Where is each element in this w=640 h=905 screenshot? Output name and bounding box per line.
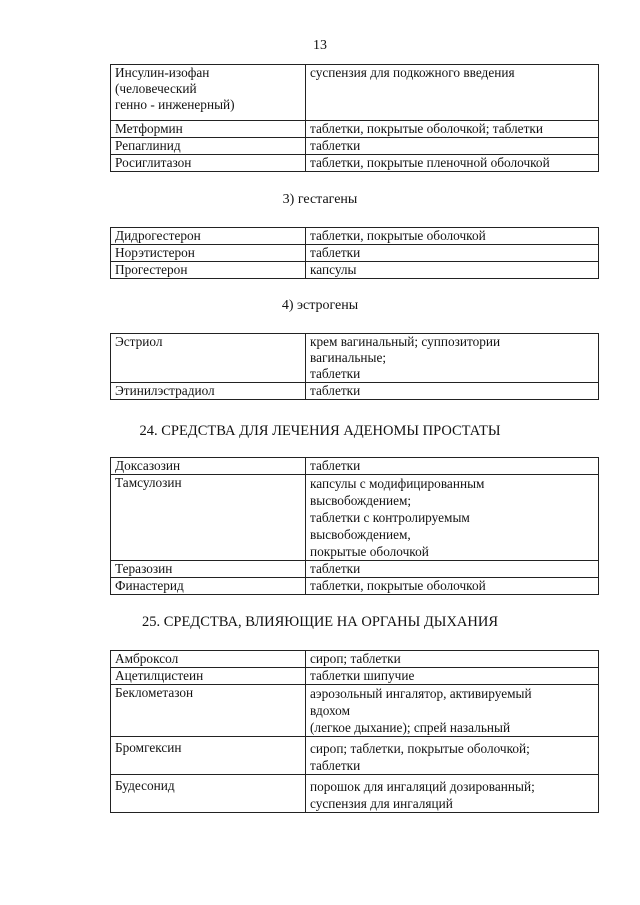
drug-name-cell: Беклометазон xyxy=(111,685,306,737)
drug-name-cell: Будесонид xyxy=(111,775,306,813)
dosage-form-cell: сироп; таблетки, покрытые оболочкой; таблетки xyxy=(306,737,599,775)
dosage-form-cell: таблетки xyxy=(306,138,599,155)
table-row xyxy=(111,138,599,155)
drug-name-cell: Доксазозин xyxy=(111,458,306,475)
dosage-form-cell: капсулы с модифицированным высвобождением; таблетки с контролируемым высвобождением, покрытые оболочкой xyxy=(306,475,599,561)
drug-name-cell: Финастерид xyxy=(111,578,306,595)
dosage-form-cell: таблетки шипучие xyxy=(306,668,599,685)
table-row xyxy=(111,775,599,813)
dosage-form-cell: таблетки, покрытые оболочкой; таблетки xyxy=(306,121,599,138)
table-row xyxy=(111,685,599,737)
section-heading-24: 24. СРЕДСТВА ДЛЯ ЛЕЧЕНИЯ АДЕНОМЫ ПРОСТАТЫ xyxy=(139,423,501,439)
drug-name-cell: Тамсулозин xyxy=(111,475,306,561)
drug-name-cell: Бромгексин xyxy=(111,737,306,775)
dosage-form-cell: таблетки xyxy=(306,561,599,578)
dosage-form-cell: таблетки, покрытые пленочной оболочкой xyxy=(306,155,599,172)
drug-name-cell: Теразозин xyxy=(111,561,306,578)
table-row xyxy=(111,458,599,475)
dosage-form-cell: таблетки, покрытые оболочкой xyxy=(306,578,599,595)
drug-name-cell: Ацетилцистеин xyxy=(111,668,306,685)
drug-name-cell: Эстриол xyxy=(111,334,306,383)
dosage-form-cell: таблетки xyxy=(306,245,599,262)
table-row xyxy=(111,228,599,245)
table-row xyxy=(111,262,599,279)
drug-name-cell: Норэтистерон xyxy=(111,245,306,262)
drug-name-cell: Росиглитазон xyxy=(111,155,306,172)
table-row xyxy=(111,475,599,561)
dosage-form-cell: порошок для ингаляций дозированный; суспензия для ингаляций xyxy=(306,775,599,813)
table-row xyxy=(111,578,599,595)
dosage-form-cell: сироп; таблетки xyxy=(306,651,599,668)
drug-name-cell: Инсулин-изофан (человеческий генно - инженерный) xyxy=(111,65,306,121)
dosage-form-cell: капсулы xyxy=(306,262,599,279)
drug-name-cell: Метформин xyxy=(111,121,306,138)
drug-name-cell: Амброксол xyxy=(111,651,306,668)
table-row xyxy=(111,737,599,775)
dosage-form-cell: крем вагинальный; суппозитории вагинальные; таблетки xyxy=(306,334,599,383)
section-heading-gestagens: 3) гестагены xyxy=(282,192,358,207)
page-number: 13 xyxy=(313,38,327,53)
section-heading-25: 25. СРЕДСТВА, ВЛИЯЮЩИЕ НА ОРГАНЫ ДЫХАНИЯ xyxy=(141,614,499,630)
insulin-table xyxy=(110,64,599,172)
estrogens-table xyxy=(110,333,599,400)
table-row xyxy=(111,668,599,685)
dosage-form-cell: таблетки, покрытые оболочкой xyxy=(306,228,599,245)
table-row xyxy=(111,651,599,668)
table-row xyxy=(111,65,599,121)
table-row xyxy=(111,155,599,172)
drug-name-cell: Прогестерон xyxy=(111,262,306,279)
respiratory-table xyxy=(110,650,599,813)
table-row xyxy=(111,334,599,383)
prostate-table xyxy=(110,457,599,595)
dosage-form-cell: аэрозольный ингалятор, активируемый вдохом (легкое дыхание); спрей назальный xyxy=(306,685,599,737)
dosage-form-cell: таблетки xyxy=(306,383,599,400)
table-row xyxy=(111,383,599,400)
dosage-form-cell: таблетки xyxy=(306,458,599,475)
drug-name-cell: Репаглинид xyxy=(111,138,306,155)
dosage-form-cell: суспензия для подкожного введения xyxy=(306,65,599,121)
drug-name-cell: Этинилэстрадиол xyxy=(111,383,306,400)
section-heading-estrogens: 4) эстрогены xyxy=(281,298,359,313)
gestagens-table xyxy=(110,227,599,279)
table-row xyxy=(111,561,599,578)
drug-name-cell: Дидрогестерон xyxy=(111,228,306,245)
table-row xyxy=(111,121,599,138)
table-row xyxy=(111,245,599,262)
